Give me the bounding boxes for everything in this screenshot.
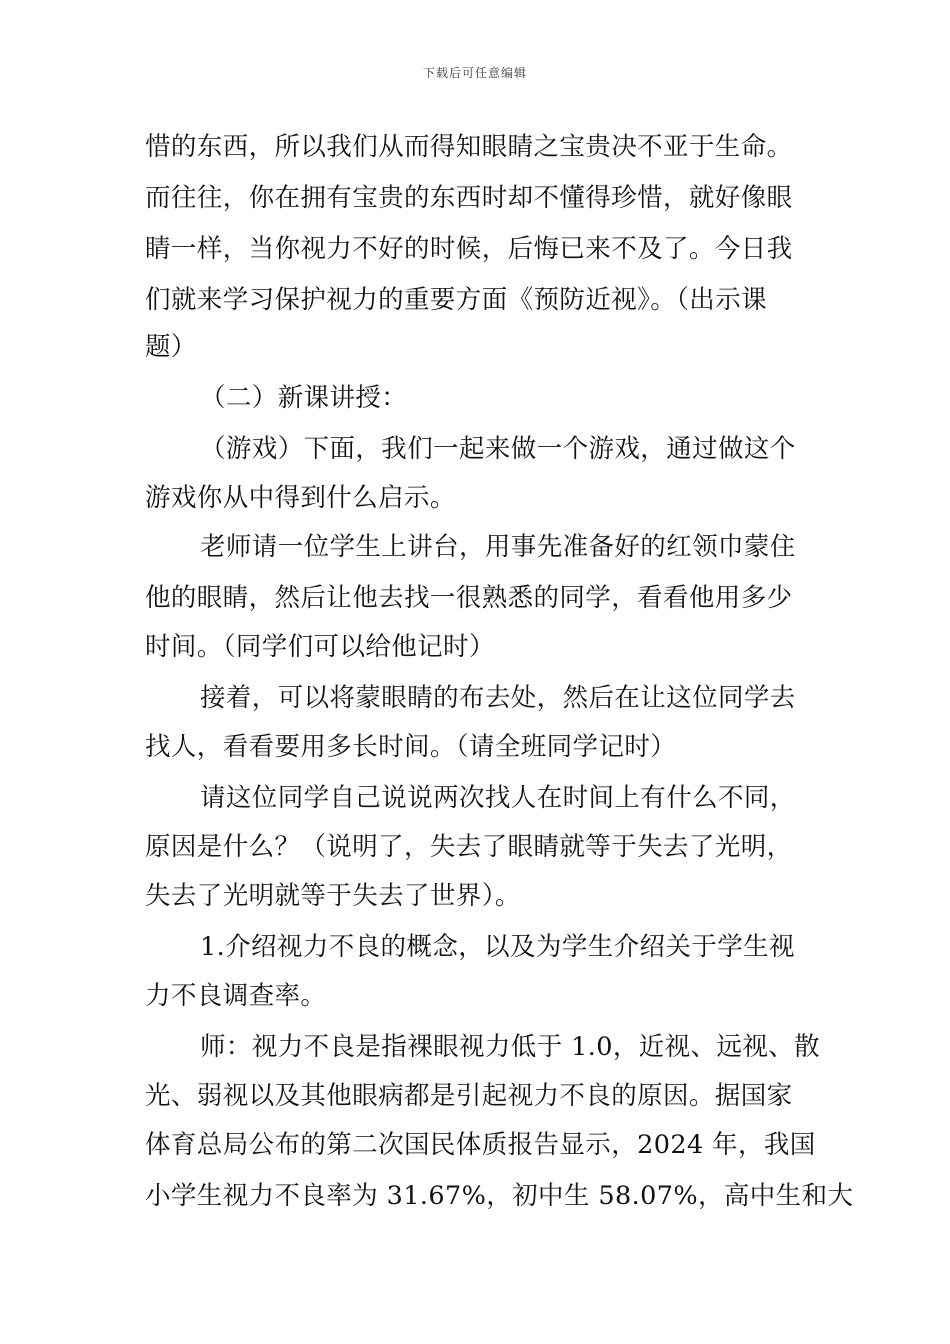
text-line: 师：视力不良是指裸眼视力低于 1.0，近视、远视、散: [200, 1032, 821, 1062]
text-line: 失去了光明就等于失去了世界）。: [145, 881, 521, 911]
text-line: 小学生视力不良率为 31.67%，初中生 58.07%，高中生和大: [145, 1181, 854, 1211]
text-line: 1.介绍视力不良的概念，以及为学生介绍关于学生视: [200, 932, 795, 962]
text-line: 时间。（同学们可以给他记时）: [145, 632, 495, 662]
text-line: 睛一样，当你视力不好的时候，后悔已来不及了。今日我: [145, 234, 793, 264]
section-heading: （二）新课讲授：: [200, 383, 408, 413]
text-line: 们就来学习保护视力的重要方面《预防近视》。（出示课: [145, 285, 768, 315]
text-line: 惜的东西，所以我们从而得知眼睛之宝贵决不亚于生命。: [145, 132, 793, 162]
text-line: 老师请一位学生上讲台，用事先准备好的红领巾蒙住: [200, 532, 796, 562]
header-note: 下载后可任意编辑: [422, 66, 527, 80]
text-line: 请这位同学自己说说两次找人在时间上有什么不同，: [200, 783, 796, 813]
text-line: 体育总局公布的第二次国民体质报告显示，2024 年，我国: [145, 1130, 816, 1160]
text-line: 找人，看看要用多长时间。（请全班同学记时）: [145, 732, 677, 762]
text-line: （游戏）下面，我们一起来做一个游戏，通过做这个: [200, 434, 796, 464]
text-line: 力不良调查率。: [145, 981, 327, 1011]
text-line: 游戏你从中得到什么启示。: [145, 483, 456, 513]
text-line: 接着，可以将蒙眼睛的布去处，然后在让这位同学去: [200, 683, 796, 713]
text-line: 他的眼睛，然后让他去找一很熟悉的同学，看看他用多少: [145, 583, 793, 613]
text-line: 原因是什么？（说明了，失去了眼睛就等于失去了光明，: [145, 832, 793, 862]
text-line: 光、弱视以及其他眼病都是引起视力不良的原因。据国家: [145, 1081, 793, 1111]
text-line: 而往往，你在拥有宝贵的东西时却不懂得珍惜，就好像眼: [145, 183, 793, 213]
text-line: 题）: [145, 332, 197, 362]
